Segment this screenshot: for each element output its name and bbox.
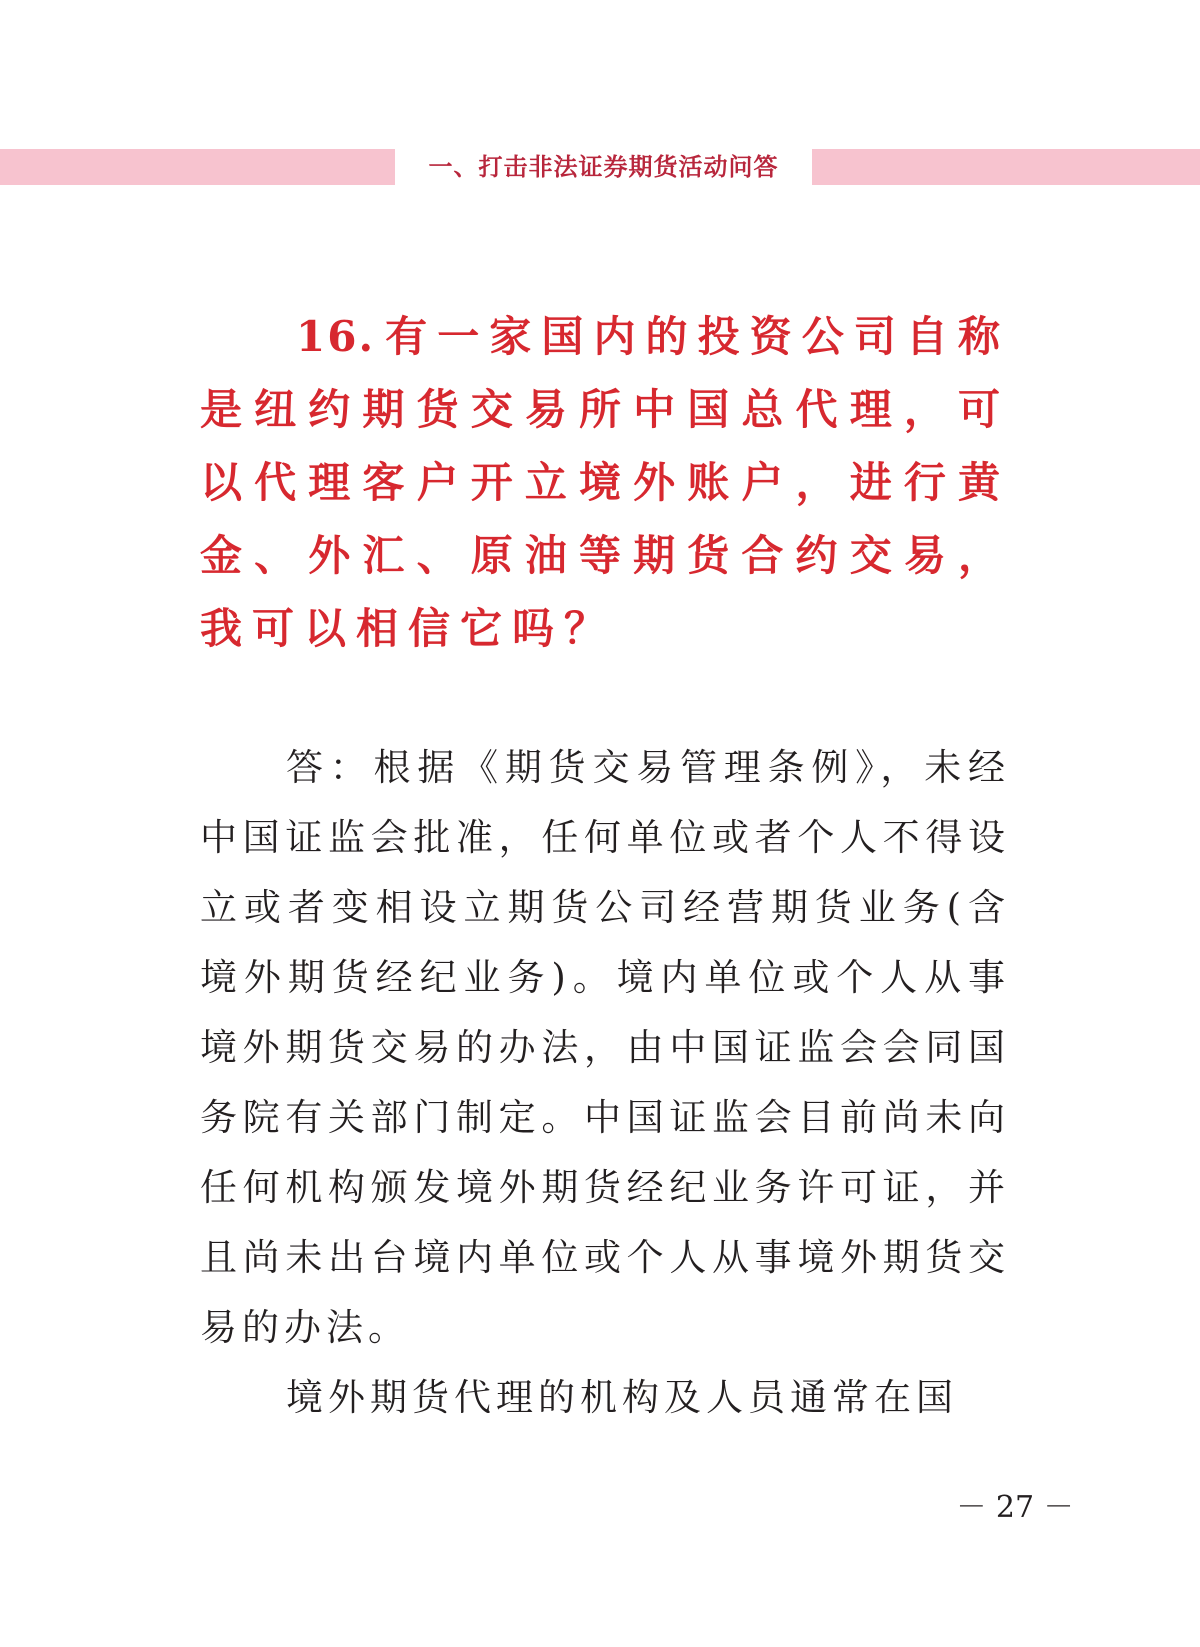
header-bar-left <box>0 149 395 185</box>
question-text: 有一家国内的投资公司自称是纽约期货交易所中国总代理，可以代理客户开立境外账户，进行黄金、外汇、原油等期货合约交易，我可以相信它吗？ <box>200 312 1010 653</box>
header-bar-right <box>812 149 1200 185</box>
answer-paragraph-1: 答：根据《期货交易管理条例》，未经中国证监会批准，任何单位或者个人不得设立或者变相设立期货公司经营期货业务(含境外期货经纪业务)。境内单位或个人从事境外期货交易的办法，由中国证监会会同国务院有关部门制定。中国证监会目前尚未向任何机构颁发境外期货经纪业务许可证，并且尚未出台境内单位或个人从事境外期货交易的办法。 <box>200 746 1010 1349</box>
question-heading <box>200 300 1010 665</box>
page-number: － 27 － <box>956 1490 1074 1525</box>
question-number: 16. <box>296 312 376 361</box>
section-title: 一、打击非法证券期货活动问答 <box>428 153 779 181</box>
answer-paragraph-2: 境外期货代理的机构及人员通常在国 <box>286 1376 958 1419</box>
section-header <box>0 149 1200 185</box>
answer-body <box>200 733 1010 1433</box>
